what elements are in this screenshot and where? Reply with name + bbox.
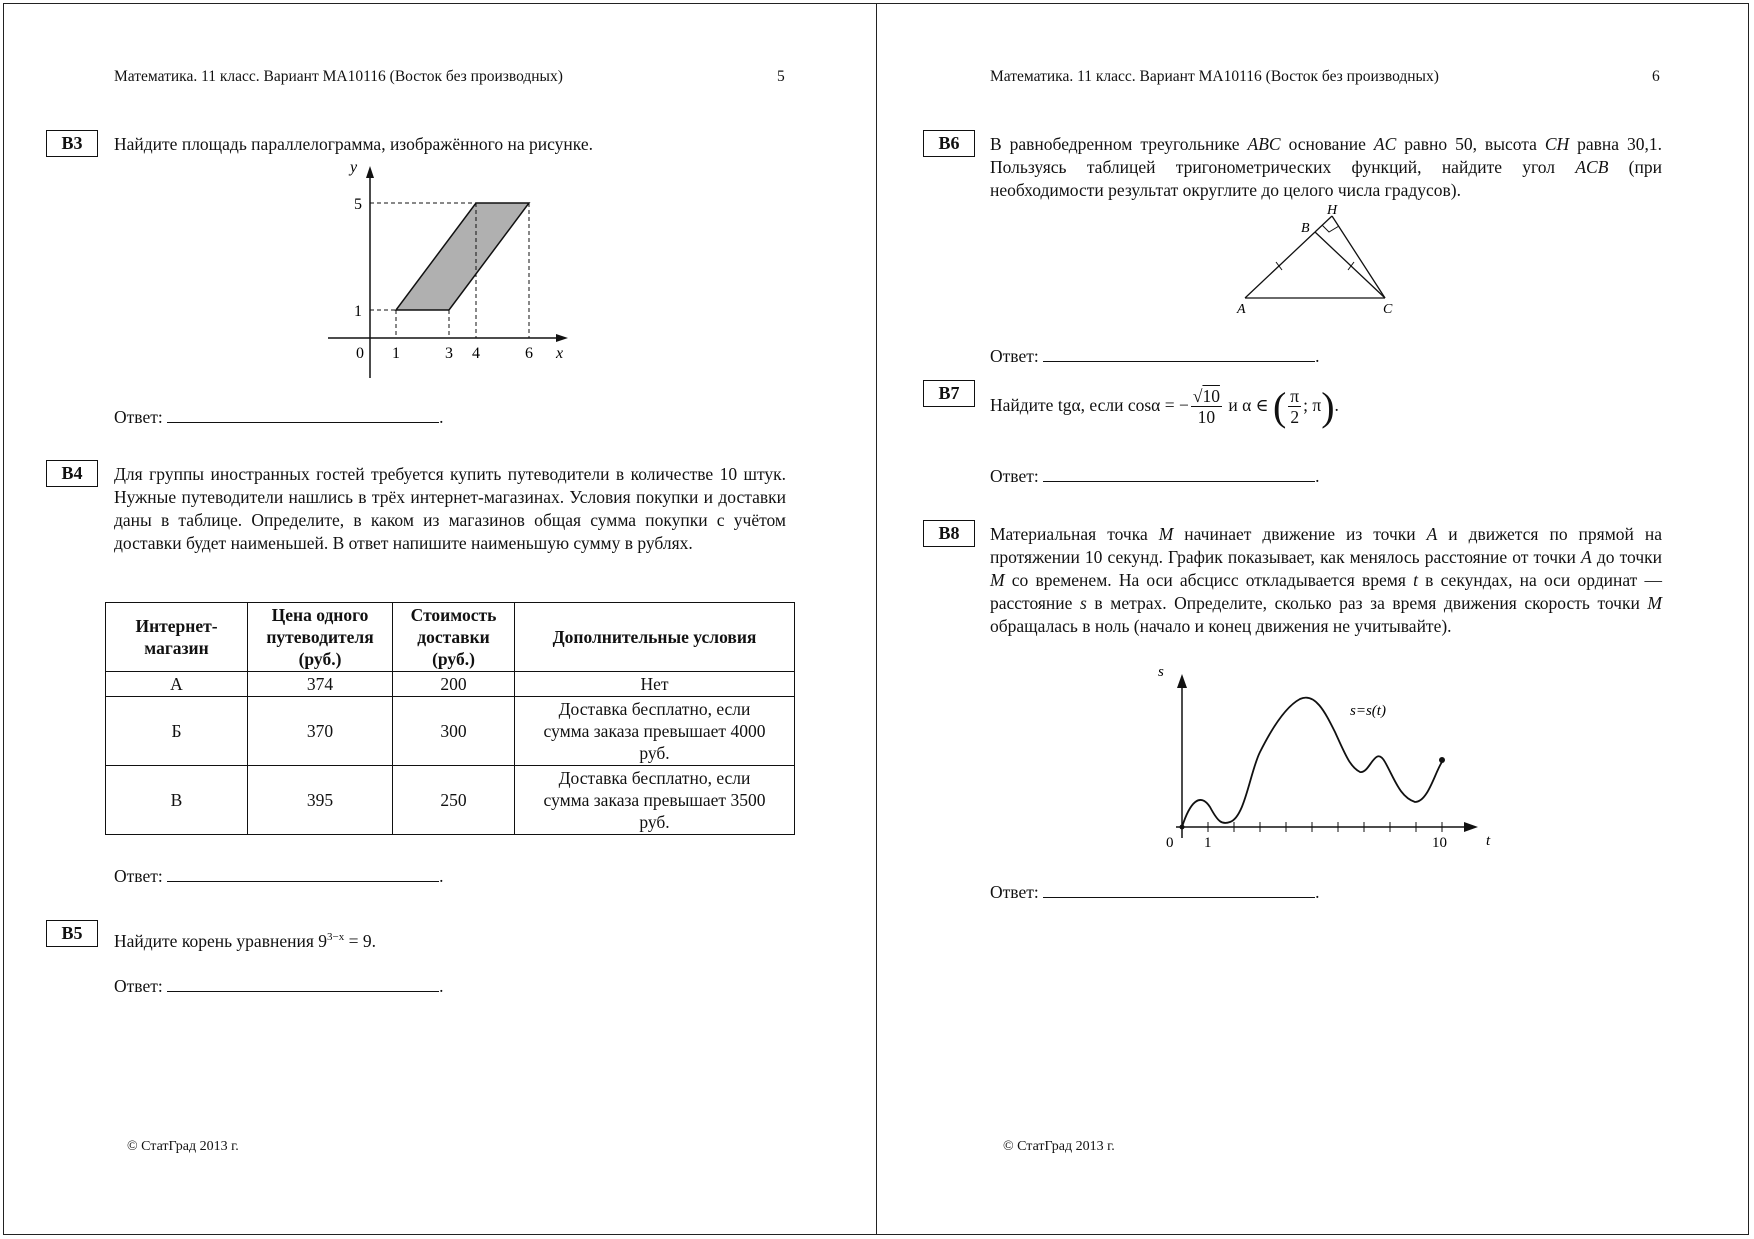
- answer-end: .: [1315, 346, 1320, 366]
- answer-b8: [990, 880, 1319, 903]
- text-fragment: (при необходимости результат округлите до целого числа градусов).: [990, 157, 1662, 200]
- table-row: [106, 672, 795, 697]
- answer-line-b3[interactable]: [167, 405, 439, 423]
- table-cell: 370: [248, 697, 393, 766]
- parallelogram-shape: [396, 203, 529, 310]
- answer-line-b6[interactable]: [1043, 344, 1315, 362]
- task-b4-text: Для группы иностранных гостей требуется купить путеводители в количестве 10 штук. Нужные путеводители нашлись в трёх интернет-магазинах. Условия покупки и доставки даны в таблице. Определите, в каком из магазинов общая сумма покупки с учётом доставки будет наименьшей. В ответ напишите наименьшую сумму в рублях.: [114, 464, 786, 553]
- task-b5-prompt: Найдите корень уравнения: [114, 930, 319, 951]
- table-cell: Доставка бесплатно, если сумма заказа превышает 3500 руб.: [515, 766, 795, 835]
- fraction: [1191, 386, 1222, 427]
- s-axis-arrow-icon: [1177, 674, 1187, 688]
- task-tag-b7: B7: [923, 380, 975, 407]
- x-tick-label: 1: [392, 345, 400, 362]
- math-symbol: α: [1242, 395, 1252, 415]
- math-variable: AC: [1373, 134, 1397, 154]
- math-variable: t: [1413, 570, 1418, 590]
- answer-end: .: [1315, 882, 1320, 902]
- math-variable: M: [1647, 593, 1662, 613]
- answer-label: Ответ:: [990, 346, 1039, 366]
- answer-line-b4[interactable]: [167, 864, 439, 882]
- table-header: Интернет-магазин: [106, 603, 248, 672]
- answer-b6: [990, 344, 1319, 367]
- equation-end: .: [371, 930, 376, 951]
- text-fragment: в метрах. Определите, сколько раз за время движения скорость точки: [1086, 593, 1648, 613]
- origin-label: 0: [1166, 835, 1174, 851]
- answer-line-b5[interactable]: [167, 974, 439, 992]
- table-cell: 300: [393, 697, 515, 766]
- math-symbol: ; π: [1303, 395, 1322, 415]
- equation-base: 9: [318, 930, 327, 951]
- sqrt-content: 10: [1202, 386, 1220, 407]
- text-fragment: Материальная точка: [990, 524, 1159, 544]
- answer-label: Ответ:: [990, 882, 1039, 902]
- task-b8-text: [990, 523, 1662, 638]
- table-cell: А: [106, 672, 248, 697]
- answer-b7: [990, 464, 1319, 487]
- page-footer: © СтатГрад 2013 г.: [1003, 1139, 1115, 1154]
- page-header: Математика. 11 класс. Вариант МА10116 (Восток без производных): [114, 68, 563, 85]
- answer-b5: [114, 974, 443, 997]
- shops-table: [105, 602, 795, 835]
- task-b5-text: [114, 926, 376, 953]
- t-tick-label: 10: [1432, 835, 1447, 851]
- graph-b8: [1150, 662, 1510, 862]
- triangle-figure: [1227, 202, 1407, 317]
- text-fragment: равна 30,1. Пользуясь таблицей тригонометрических функций, найдите угол: [990, 134, 1662, 177]
- math-variable: M: [990, 570, 1005, 590]
- math-symbol: = −: [1160, 395, 1189, 415]
- left-paren-icon: (: [1272, 383, 1287, 429]
- parallelogram-figure: [320, 158, 580, 378]
- x-axis-arrow-icon: [556, 334, 568, 342]
- side-ab: [1245, 232, 1315, 298]
- y-axis-arrow-icon: [366, 166, 374, 178]
- page-right: [877, 0, 1754, 1239]
- table-cell: 395: [248, 766, 393, 835]
- vertex-label-a: A: [1237, 302, 1246, 317]
- page-number: 6: [1652, 68, 1660, 85]
- answer-line-b7[interactable]: [1043, 464, 1315, 482]
- table-header: Стоимость доставки (руб.): [393, 603, 515, 672]
- table-cell: Доставка бесплатно, если сумма заказа превышает 4000 руб.: [515, 697, 795, 766]
- math-variable: ABC: [1247, 134, 1281, 154]
- t-axis-label: t: [1486, 833, 1491, 849]
- text-fragment: обращалась в ноль (начало и конец движения не учитывайте).: [990, 616, 1452, 636]
- text-fragment: В равнобедренном треугольнике: [990, 134, 1248, 154]
- table-cell: В: [106, 766, 248, 835]
- task-tag-b5: B5: [46, 920, 98, 947]
- right-paren-icon: ): [1321, 383, 1335, 429]
- right-angle-mark-icon: [1322, 225, 1339, 232]
- vertex-label-c: C: [1383, 302, 1393, 317]
- fraction-numerator: √10: [1192, 386, 1220, 407]
- page-header: Математика. 11 класс. Вариант МА10116 (Восток без производных): [990, 68, 1439, 85]
- table-row: [106, 697, 795, 766]
- text-fragment: Найдите tg: [990, 395, 1072, 415]
- y-axis-label: y: [350, 159, 358, 176]
- table-cell: 250: [393, 766, 515, 835]
- table-cell: 200: [393, 672, 515, 697]
- task-tag-b4: B4: [46, 460, 98, 487]
- answer-end: .: [439, 976, 444, 996]
- answer-end: .: [439, 866, 444, 886]
- fraction-denominator: 2: [1290, 407, 1300, 428]
- table-header-row: [106, 603, 795, 672]
- vertex-label-b: B: [1301, 221, 1310, 236]
- table-header: Дополнительные условия: [515, 603, 795, 672]
- text-fragment: и движется по прямой на протяжении 10 секунд. График показывает, как менялось расстояние от точки: [990, 524, 1663, 567]
- math-variable: A: [1581, 547, 1592, 567]
- x-axis-label: x: [556, 345, 564, 362]
- answer-end: .: [1315, 466, 1320, 486]
- page-footer: © СтатГрад 2013 г.: [127, 1139, 239, 1154]
- task-tag-b6: B6: [923, 130, 975, 157]
- x-tick-label: 3: [445, 345, 453, 362]
- math-variable: ACB: [1575, 157, 1609, 177]
- answer-end: .: [439, 407, 444, 427]
- math-variable: s: [1080, 593, 1087, 613]
- task-b3-text: Найдите площадь параллелограмма, изображённого на рисунке.: [114, 134, 593, 154]
- vertex-label-h: H: [1327, 203, 1338, 218]
- table-cell: Б: [106, 697, 248, 766]
- table-row: [106, 766, 795, 835]
- x-tick-label: 4: [472, 345, 480, 362]
- answer-b4: [114, 864, 443, 887]
- answer-b3: [114, 405, 443, 428]
- curve-end-point: [1439, 757, 1445, 763]
- text-fragment: равно 50, высота: [1396, 134, 1545, 154]
- page-number: 5: [777, 68, 785, 85]
- text-fragment: .: [1334, 395, 1339, 415]
- curve-start-point: [1180, 825, 1185, 830]
- text-fragment: начинает движение из точки: [1173, 524, 1427, 544]
- text-fragment: основание: [1280, 134, 1374, 154]
- answer-label: Ответ:: [990, 466, 1039, 486]
- fraction-denominator: 10: [1197, 407, 1216, 428]
- answer-label: Ответ:: [114, 866, 163, 886]
- math-symbol: ∈: [1251, 395, 1273, 415]
- table-cell: 374: [248, 672, 393, 697]
- answer-label: Ответ:: [114, 407, 163, 427]
- s-axis-label: s: [1158, 664, 1164, 680]
- t-tick-label: 1: [1204, 835, 1212, 851]
- table-cell: Нет: [515, 672, 795, 697]
- origin-label: 0: [356, 345, 364, 362]
- text-fragment: в секундах, на оси ординат — расстояние: [990, 570, 1662, 613]
- curve-label: s=s(t): [1350, 703, 1386, 719]
- height-ch: [1332, 216, 1385, 298]
- text-fragment: , если cos: [1080, 395, 1152, 415]
- task-b7-text: [990, 382, 1339, 428]
- task-tag-b3: B3: [46, 130, 98, 157]
- math-variable: M: [1158, 524, 1174, 544]
- text-fragment: до точки: [1591, 547, 1662, 567]
- math-variable: A: [1426, 524, 1438, 544]
- answer-line-b8[interactable]: [1043, 880, 1315, 898]
- t-axis-arrow-icon: [1464, 822, 1478, 832]
- equation-rhs: = 9: [344, 930, 372, 951]
- distance-curve: [1182, 698, 1442, 827]
- text-fragment: и: [1223, 395, 1243, 415]
- task-tag-b8: B8: [923, 520, 975, 547]
- equation-exponent: 3−x: [327, 931, 345, 943]
- answer-label: Ответ:: [114, 976, 163, 996]
- table-header: Цена одного путеводителя (руб.): [248, 603, 393, 672]
- y-tick-label: 5: [354, 196, 362, 213]
- text-fragment: со временем. На оси абсцисс откладывается время: [1004, 570, 1414, 590]
- task-b6-text: [990, 133, 1662, 202]
- math-symbol: α: [1071, 395, 1081, 415]
- x-tick-label: 6: [525, 345, 533, 362]
- fraction-numerator: π: [1290, 386, 1300, 407]
- math-symbol: α: [1151, 395, 1161, 415]
- fraction: [1288, 386, 1301, 427]
- extension-bh: [1315, 216, 1332, 232]
- side-bc: [1315, 232, 1385, 298]
- y-tick-label: 1: [354, 303, 362, 320]
- math-variable: CH: [1544, 134, 1570, 154]
